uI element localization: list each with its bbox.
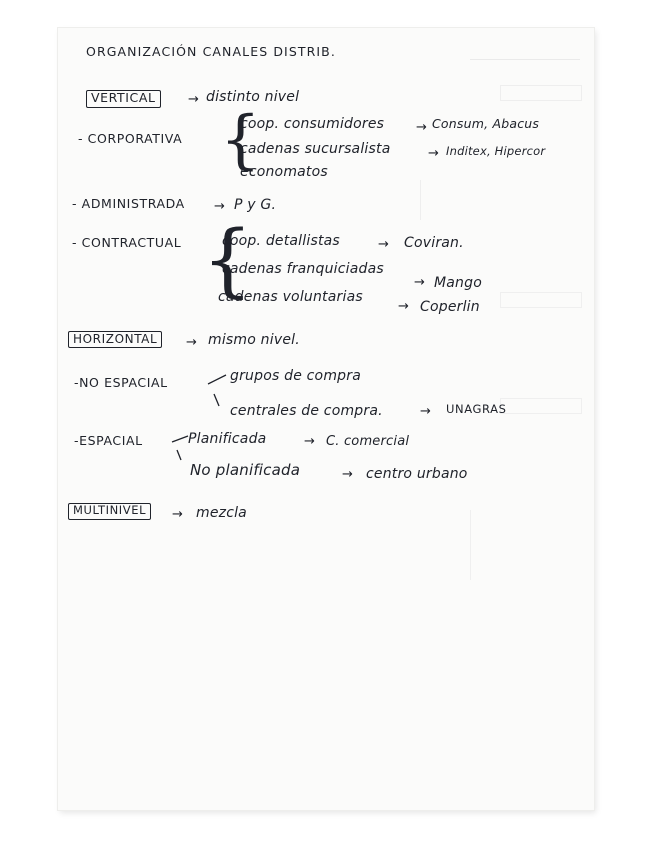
arrow-right-icon: →	[378, 237, 389, 252]
contractual-item-3: cadenas voluntarias	[218, 289, 363, 305]
arrow-right-icon: →	[214, 199, 225, 214]
no-espacial-item-2: centrales de compra.	[230, 403, 383, 419]
branch-lines	[206, 372, 230, 412]
arrow-right-icon: →	[428, 146, 439, 161]
multinivel-description: mezcla	[196, 505, 247, 521]
arrow-right-icon: →	[188, 92, 199, 107]
no-espacial-item-1: grupos de compra	[230, 368, 361, 384]
brace-icon: {	[220, 103, 261, 177]
horizontal-description: mismo nivel.	[208, 332, 300, 348]
horizontal-heading: HORIZONTAL	[68, 331, 162, 348]
espacial-item-1: Planificada	[188, 431, 267, 447]
bleed-through-marks	[470, 45, 580, 60]
vertical-description: distinto nivel	[206, 89, 300, 105]
contractual-label: - CONTRACTUAL	[72, 235, 182, 250]
multinivel-heading: MULTINIVEL	[68, 503, 151, 520]
arrow-right-icon: →	[420, 404, 431, 419]
arrow-right-icon: →	[186, 335, 197, 350]
administrada-label: - ADMINISTRADA	[72, 196, 185, 211]
administrada-result: P y G.	[234, 197, 277, 213]
contractual-result-2: Mango	[434, 275, 482, 291]
corporativa-label: - CORPORATIVA	[78, 131, 183, 146]
bleed-through-marks	[500, 292, 582, 308]
contractual-item-1: coop. detallistas	[222, 233, 340, 249]
corporativa-result-1: Consum, Abacus	[432, 116, 540, 131]
corporativa-item-2: cadenas sucursalista	[240, 141, 391, 157]
contractual-result-3: Coperlin	[420, 299, 480, 315]
bleed-through-marks	[500, 398, 582, 414]
contractual-item-2: cadenas franquiciadas	[222, 261, 384, 277]
arrow-right-icon: →	[398, 299, 409, 314]
bleed-through-marks	[420, 180, 581, 220]
contractual-result-1: Coviran.	[404, 235, 464, 251]
page-title: ORGANIZACIÓN CANALES DISTRIB.	[86, 44, 336, 59]
no-espacial-result-2: UNAGRAS	[446, 402, 507, 416]
espacial-item-2: No planificada	[190, 461, 301, 479]
arrow-right-icon: →	[414, 275, 425, 290]
bleed-through-marks	[470, 510, 581, 580]
corporativa-item-3: economatos	[240, 164, 328, 180]
arrow-right-icon: →	[304, 434, 315, 449]
arrow-right-icon: →	[416, 120, 427, 135]
bleed-through-marks	[500, 85, 582, 101]
arrow-right-icon: →	[342, 467, 353, 482]
corporativa-item-1: coop. consumidores	[240, 116, 385, 132]
espacial-label: -ESPACIAL	[74, 433, 143, 448]
espacial-result-2: centro urbano	[366, 466, 468, 482]
corporativa-result-2: Inditex, Hipercor	[446, 144, 546, 158]
no-espacial-label: -NO ESPACIAL	[74, 375, 168, 390]
brace-icon: {	[202, 213, 253, 306]
vertical-heading: VERTICAL	[86, 90, 161, 108]
espacial-result-1: C. comercial	[326, 434, 410, 449]
arrow-right-icon: →	[172, 507, 183, 522]
